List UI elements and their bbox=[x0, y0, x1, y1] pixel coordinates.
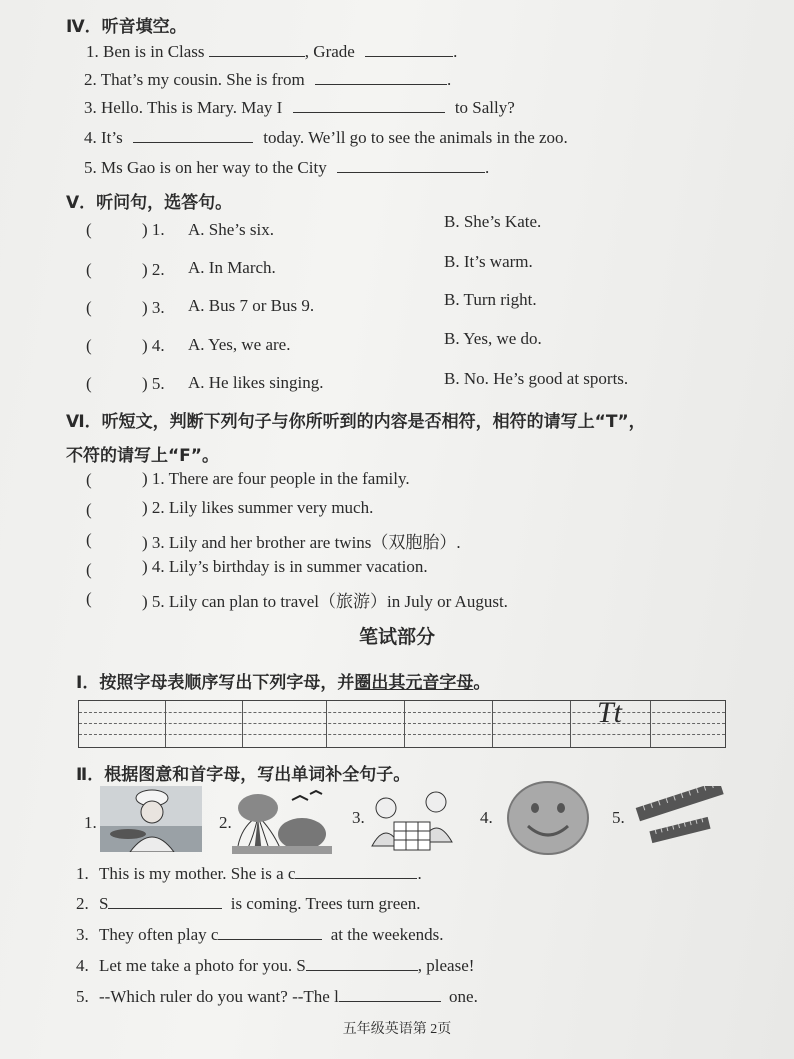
option-b[interactable]: B. She’s Kate. bbox=[444, 212, 542, 231]
option-b[interactable]: B. Turn right. bbox=[444, 290, 537, 309]
picture-number: 1. bbox=[84, 813, 97, 832]
paren-open: ( bbox=[86, 374, 92, 393]
item-text: It’s bbox=[101, 128, 123, 147]
section-6-title-cont: 不符的请写上“F”。 bbox=[66, 446, 219, 466]
item-text: one. bbox=[449, 987, 478, 1006]
paren-open: ( bbox=[86, 470, 92, 489]
sentence-item-4 bbox=[76, 956, 474, 976]
paren-open: ( bbox=[86, 260, 92, 279]
item-text: Hello. This is Mary. May I bbox=[101, 98, 283, 117]
item-text: Ms Gao is on her way to the City bbox=[101, 158, 327, 177]
item-number: 1. bbox=[76, 864, 89, 883]
smile-face-picture bbox=[506, 780, 590, 856]
paren-open: ( bbox=[86, 500, 92, 519]
item-text: to Sally? bbox=[454, 98, 515, 117]
item-number: 5. bbox=[76, 987, 89, 1006]
paren-open: ( bbox=[86, 298, 92, 317]
rulers-picture bbox=[634, 786, 726, 846]
question-number: ) 1. bbox=[142, 220, 165, 239]
written-section-1-title bbox=[76, 668, 490, 693]
item-text: Let me take a photo for you. S bbox=[99, 956, 306, 975]
chess-players-picture bbox=[366, 786, 458, 856]
written-heading: 笔试部分 bbox=[358, 626, 435, 648]
option-b[interactable]: B. No. He’s good at sports. bbox=[444, 369, 629, 388]
answer-blank[interactable] bbox=[339, 987, 441, 1002]
item-text: is coming. Trees turn green. bbox=[230, 894, 421, 913]
item-text: This is my mother. She is a c bbox=[99, 864, 296, 883]
item-number: 1. bbox=[86, 42, 99, 61]
option-b[interactable]: B. Yes, we do. bbox=[444, 329, 542, 348]
fill-item-3 bbox=[84, 98, 515, 118]
section-4-title: Ⅳ．听音填空。 bbox=[66, 17, 187, 37]
statement: ) 3. Lily and her brother are twins（双胞胎）. bbox=[142, 533, 461, 552]
sentence-item-1 bbox=[76, 864, 422, 884]
item-text: That’s my cousin. She is from bbox=[100, 70, 305, 89]
answer-blank[interactable] bbox=[337, 158, 485, 173]
fill-item-1 bbox=[86, 42, 457, 62]
item-number: 3. bbox=[84, 98, 97, 117]
item-number: 2. bbox=[76, 894, 89, 913]
item-text: . bbox=[417, 864, 422, 883]
item-text: , please! bbox=[417, 956, 475, 975]
item-text: They often play c bbox=[99, 925, 219, 944]
item-text: Ben is in Class bbox=[103, 42, 205, 61]
item-number: 2. bbox=[84, 70, 97, 89]
spring-trees-picture bbox=[232, 786, 332, 854]
item-number: 5. bbox=[84, 158, 97, 177]
section-6-title: Ⅵ．听短文，判断下列句子与你所听到的内容是否相符，相符的请写上“T”， bbox=[66, 412, 646, 432]
item-text: --Which ruler do you want? --The l bbox=[99, 987, 339, 1006]
option-a[interactable]: A. He likes singing. bbox=[188, 373, 324, 392]
item-number: 3. bbox=[76, 925, 89, 944]
sentence-item-3 bbox=[76, 925, 444, 945]
answer-blank[interactable] bbox=[295, 864, 417, 879]
title-text: 。 bbox=[473, 673, 491, 693]
question-number: ) 2. bbox=[142, 260, 165, 279]
item-number: 4. bbox=[76, 956, 89, 975]
answer-blank[interactable] bbox=[133, 128, 253, 143]
answer-blank[interactable] bbox=[108, 894, 222, 909]
answer-blank[interactable] bbox=[306, 956, 418, 971]
item-number: 4. bbox=[84, 128, 97, 147]
written-section-2-title: Ⅱ．根据图意和首字母，写出单词补全句子。 bbox=[76, 765, 411, 785]
statement: ) 2. Lily likes summer very much. bbox=[142, 498, 374, 517]
fill-item-2 bbox=[84, 70, 451, 90]
section-5-title: Ⅴ．听问句，选答句。 bbox=[66, 193, 233, 213]
statement: ) 4. Lily’s birthday is in summer vacation. bbox=[142, 557, 428, 576]
item-text: . bbox=[453, 42, 458, 61]
item-text: S bbox=[99, 894, 109, 913]
fill-item-4 bbox=[84, 128, 568, 148]
item-text: . bbox=[446, 70, 452, 89]
paren-open: ( bbox=[86, 560, 92, 579]
answer-blank[interactable] bbox=[218, 925, 322, 940]
sample-letters: Tt bbox=[597, 696, 623, 729]
item-text: today. We’ll go to see the animals in the zoo. bbox=[263, 128, 568, 147]
title-underlined: 圈出其元音字母 bbox=[354, 673, 474, 693]
picture-number: 3. bbox=[352, 808, 365, 827]
answer-blank[interactable] bbox=[293, 98, 445, 113]
question-number: ) 3. bbox=[142, 298, 165, 317]
title-text: Ⅰ．按照字母表顺序写出下列字母，并 bbox=[76, 673, 355, 693]
answer-blank[interactable] bbox=[315, 70, 447, 85]
statement: ) 5. Lily can plan to travel（旅游）in July or August. bbox=[142, 592, 508, 611]
item-text: . bbox=[484, 158, 490, 177]
picture-number: 4. bbox=[480, 808, 493, 827]
page-footer: 五年级英语第 2页 bbox=[342, 1022, 452, 1037]
sentence-item-5 bbox=[76, 987, 478, 1007]
option-a[interactable]: A. Bus 7 or Bus 9. bbox=[188, 296, 315, 315]
option-a[interactable]: A. In March. bbox=[188, 258, 276, 277]
picture-number: 5. bbox=[612, 808, 625, 827]
paren-open: ( bbox=[86, 530, 92, 549]
question-number: ) 5. bbox=[142, 374, 165, 393]
cook-picture bbox=[100, 786, 202, 852]
question-number: ) 4. bbox=[142, 336, 165, 355]
statement: ) 1. There are four people in the family. bbox=[142, 469, 410, 488]
item-text: , Grade bbox=[304, 42, 355, 61]
option-b[interactable]: B. It’s warm. bbox=[444, 252, 533, 271]
option-a[interactable]: A. She’s six. bbox=[188, 220, 274, 239]
sentence-item-2 bbox=[76, 894, 421, 914]
picture-number: 2. bbox=[219, 813, 232, 832]
answer-blank[interactable] bbox=[365, 42, 453, 57]
fill-item-5 bbox=[84, 158, 489, 178]
option-a[interactable]: A. Yes, we are. bbox=[188, 335, 291, 354]
letter-writing-grid[interactable] bbox=[78, 696, 726, 748]
paren-open: ( bbox=[86, 589, 92, 608]
paren-open: ( bbox=[86, 220, 92, 239]
answer-blank[interactable] bbox=[209, 42, 305, 57]
paren-open: ( bbox=[86, 336, 92, 355]
item-text: at the weekends. bbox=[330, 925, 444, 944]
